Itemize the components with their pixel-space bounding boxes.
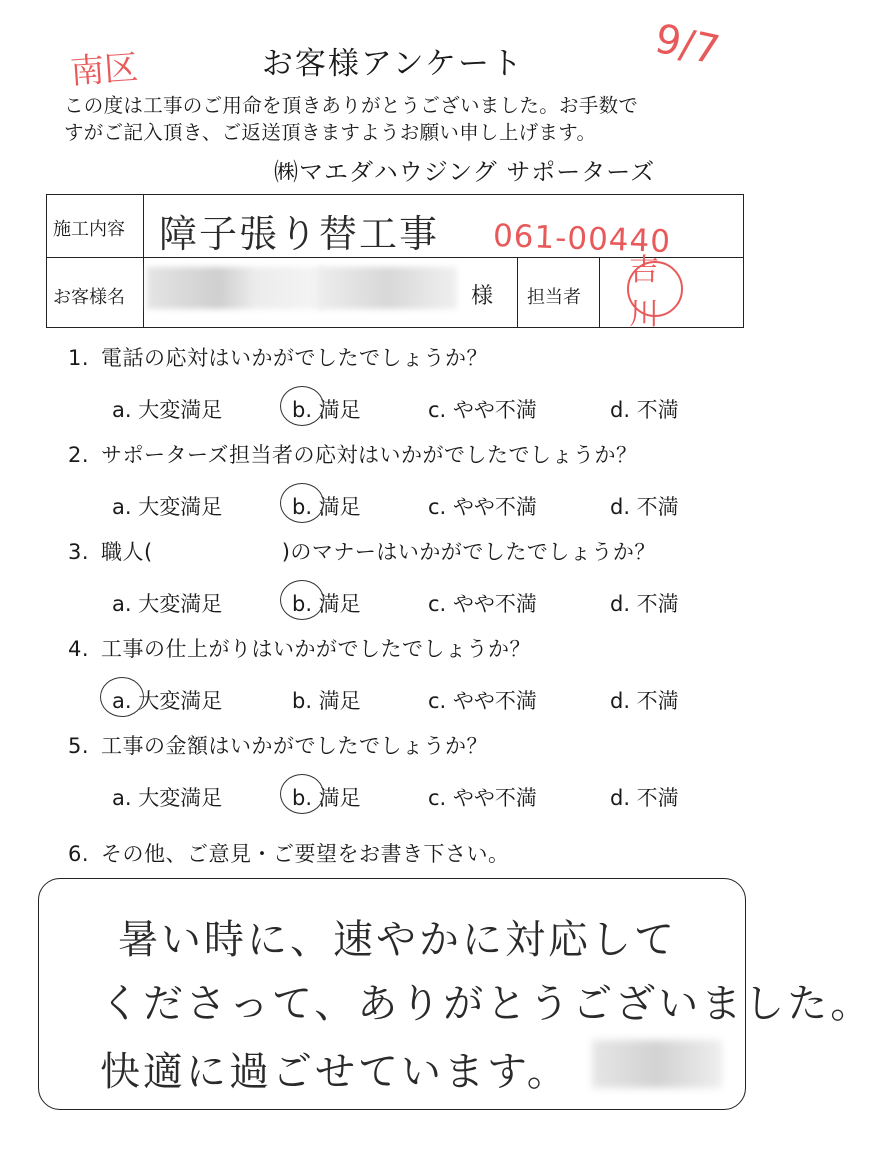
option-a[interactable]: a. 大変満足: [112, 689, 223, 713]
option-c[interactable]: c. やや不満: [428, 495, 537, 519]
option-b[interactable]: b. 満足: [292, 398, 361, 422]
question-text: 電話の応対はいかがでしたでしょうか？: [101, 346, 489, 370]
table-divider: [599, 257, 600, 327]
selected-answer-circle: [100, 677, 144, 717]
selected-answer-circle: [280, 483, 324, 523]
question-number: 3.: [68, 540, 90, 564]
question-number: 2.: [68, 443, 90, 467]
question-text: 工事の金額はいかがでしたでしょうか？: [101, 734, 489, 758]
option-c[interactable]: c. やや不満: [428, 786, 537, 810]
redacted-signature: [592, 1040, 722, 1088]
option-a[interactable]: a. 大変満足: [112, 398, 223, 422]
option-a[interactable]: a. 大変満足: [112, 495, 223, 519]
staff-label: 担当者: [527, 287, 581, 308]
work-value: 障子張り替工事: [159, 212, 440, 256]
intro-text-line1: この度は工事のご用命を頂きありがとうございました。お手数で: [64, 94, 639, 117]
option-c[interactable]: c. やや不満: [428, 398, 537, 422]
selected-answer-circle: [280, 580, 324, 620]
redacted-customer-name: [317, 267, 457, 309]
option-b[interactable]: b. 満足: [292, 592, 361, 616]
option-d[interactable]: d. 不満: [610, 592, 679, 616]
comment-line-2: くださって、ありがとうございました。: [100, 981, 873, 1027]
option-a[interactable]: a. 大変満足: [112, 786, 223, 810]
order-number: 061-00440: [492, 217, 672, 261]
option-d[interactable]: d. 不満: [610, 398, 679, 422]
option-d[interactable]: d. 不満: [610, 786, 679, 810]
question-text: 工事の仕上がりはいかがでしたでしょうか？: [101, 637, 532, 661]
customer-suffix: 様: [471, 284, 494, 309]
work-label: 施工内容: [53, 219, 125, 240]
question-number: 5.: [68, 734, 90, 758]
option-b[interactable]: b. 満足: [292, 495, 361, 519]
option-c[interactable]: c. やや不満: [428, 592, 537, 616]
intro-text-line2: すがご記入頂き、ご返送頂きますようお願い申し上げます。: [64, 121, 597, 144]
question-2: [68, 439, 638, 469]
form-title: お客様アンケート: [261, 46, 525, 82]
question-number: 4.: [68, 637, 90, 661]
question-text: サポーターズ担当者の応対はいかがでしたでしょうか？: [101, 443, 638, 467]
option-b[interactable]: b. 満足: [292, 689, 361, 713]
info-table: [46, 194, 744, 332]
handwritten-date: 9/7: [650, 15, 724, 75]
option-c[interactable]: c. やや不満: [428, 689, 537, 713]
option-d[interactable]: d. 不満: [610, 689, 679, 713]
comment-line-1: 暑い時に、速やかに対応して: [118, 917, 677, 963]
selected-answer-circle: [280, 774, 324, 814]
selected-answer-circle: [280, 386, 324, 426]
option-d[interactable]: d. 不満: [610, 495, 679, 519]
comment-line-3: 快適に過ごせています。: [100, 1049, 570, 1095]
option-b[interactable]: b. 満足: [292, 786, 361, 810]
table-divider: [517, 257, 518, 327]
table-divider: [143, 195, 144, 327]
question-1: [68, 342, 488, 372]
customer-label: お客様名: [53, 287, 125, 308]
comment-label: 6. その他、ご意見・ご要望をお書き下さい。: [68, 842, 510, 866]
question-number: 1.: [68, 346, 90, 370]
question-text: 職人( )のマナーはいかがでしたでしょうか？: [101, 540, 656, 564]
company-name: ㈱マエダハウジング サポーターズ: [274, 158, 656, 186]
question-5: [68, 730, 488, 760]
handwritten-ward: 南区: [68, 47, 140, 93]
staff-seal-stamp: 吉川: [627, 261, 683, 317]
option-a[interactable]: a. 大変満足: [112, 592, 223, 616]
question-4: [68, 633, 531, 663]
redacted-customer-name: [147, 267, 327, 309]
question-3: [68, 536, 656, 566]
